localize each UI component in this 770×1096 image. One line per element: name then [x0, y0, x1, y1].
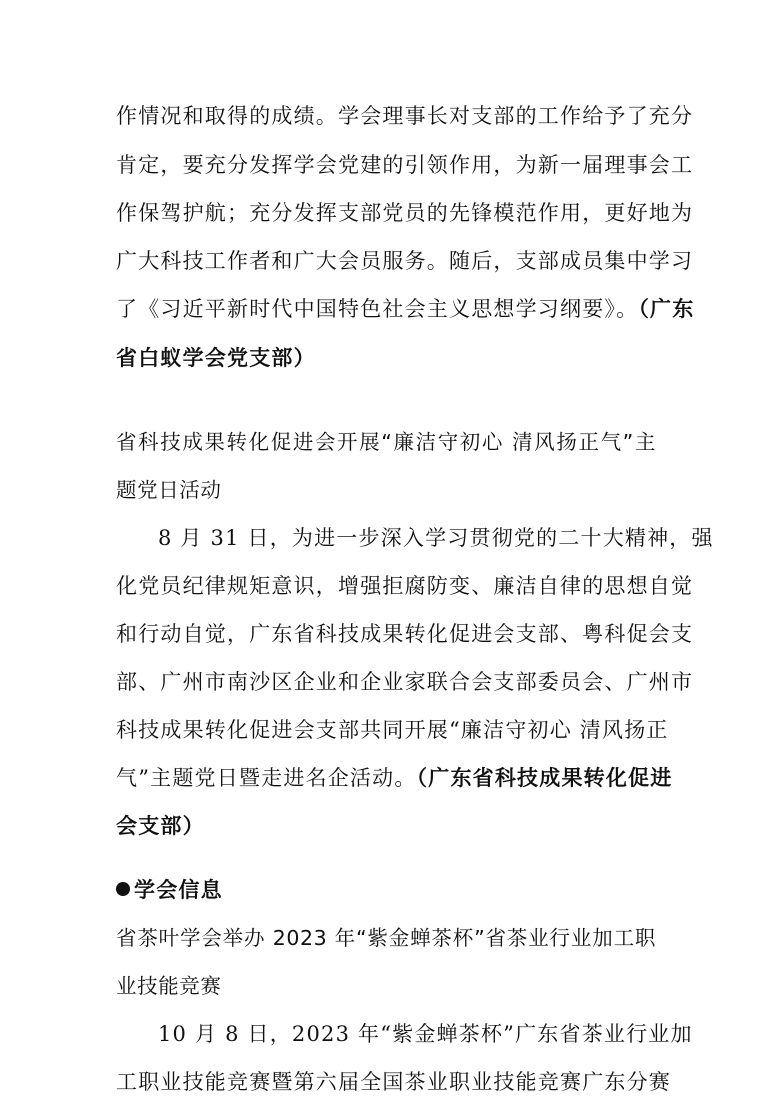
article1-line-1: 8 月 31 日，为进一步深入学习贯彻党的二十大精神，强: [158, 526, 714, 550]
section-title: 学会信息: [134, 878, 223, 902]
article1-title-line-1: 省科技成果转化促进会开展“廉洁守初心 清风扬正气”主: [116, 430, 656, 454]
article1-title-line-2: 题党日活动: [116, 478, 222, 502]
article1-line-6-text: 气”主题党日暨走进名企活动。: [116, 766, 417, 790]
article1-line-5: 科技成果转化促进会支部共同开展“廉洁守初心 清风扬正: [116, 718, 669, 742]
para1-line-4: 广大科技工作者和广大会员服务。随后，支部成员集中学习: [116, 249, 694, 273]
para1-line-5: [116, 295, 695, 323]
bullet-icon: [116, 882, 130, 896]
article1-source-start: （广东省科技成果转化促进: [416, 766, 673, 790]
article2-line-1: 10 月 8 日，2023 年“紫金蝉茶杯”广东省茶业行业加: [158, 1022, 693, 1046]
para1-line-3: 作保驾护航；充分发挥支部党员的先锋模范作用，更好地为: [116, 201, 694, 225]
article1-line-2: 化党员纪律规矩意识，增强拒腐防变、廉洁自律的思想自觉: [116, 574, 694, 598]
section-heading: [116, 876, 656, 904]
article2-title-line-2: 业技能竞赛: [116, 974, 222, 998]
article1-line-4: 部、广州市南沙区企业和企业家联合会支部委员会、广州市: [116, 670, 694, 694]
para1-source-end: 省白蚁学会党支部）: [116, 346, 316, 370]
para1-line-2: 肯定，要充分发挥学会党建的引领作用，为新一届理事会工: [116, 153, 694, 177]
para1-line-5-text: 了《习近平新时代中国特色社会主义思想学习纲要》。: [116, 297, 639, 321]
para1-line-1: 作情况和取得的成绩。学会理事长对支部的工作给予了充分: [116, 104, 694, 128]
article2-title-line-1: 省茶叶学会举办 2023 年“紫金蝉茶杯”省茶业行业加工职: [116, 926, 656, 950]
para1-source-start: （广东: [638, 297, 695, 321]
article1-line-6: [116, 764, 673, 792]
article1-source-end: 会支部）: [116, 814, 205, 838]
article1-line-3: 和行动自觉，广东省科技成果转化促进会支部、粤科促会支: [116, 622, 694, 646]
article2-line-2: 工职业技能竞赛暨第六届全国茶业职业技能竞赛广东分赛: [116, 1070, 671, 1094]
